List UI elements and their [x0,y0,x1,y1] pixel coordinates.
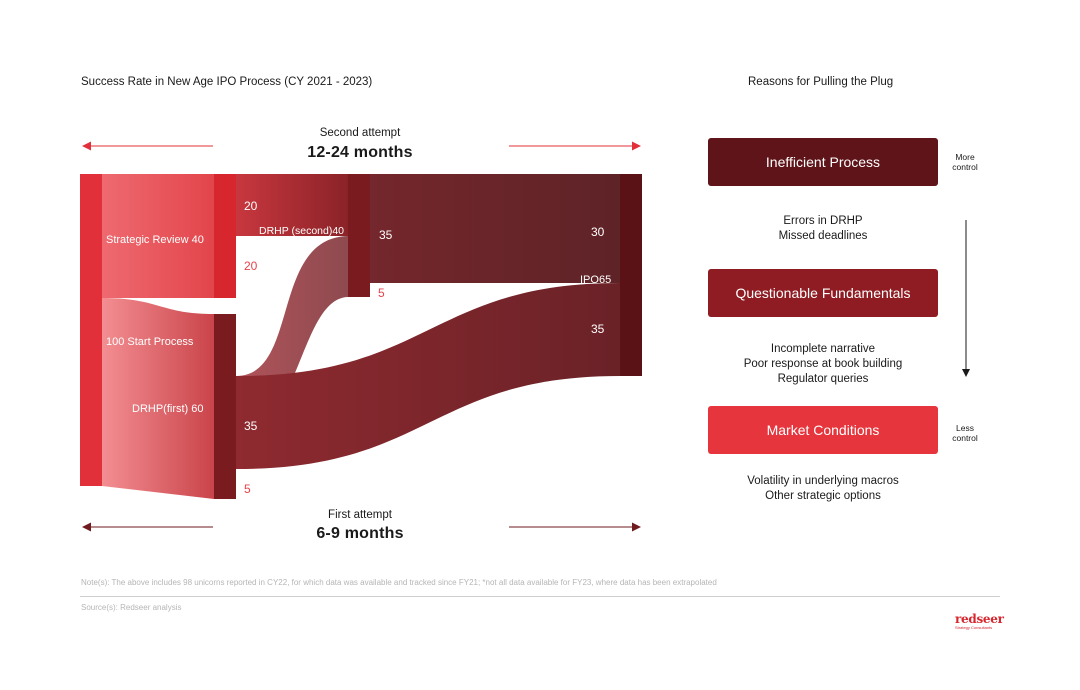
node-drhp1 [214,314,236,499]
node-ipo [620,174,642,376]
reason-sub-1 [708,214,938,244]
value-label: 30 [591,225,605,239]
node-strategic [214,174,236,298]
reason-questionable-fundamentals: Questionable Fundamentals [708,269,938,317]
logo-tagline: Strategy Consultants [955,625,993,630]
arrow-right-bottom-head [632,523,641,532]
reason-sub-3 [708,474,938,504]
value-label: 20 [244,199,258,213]
control-arrow [958,220,974,380]
chart-title: Success Rate in New Age IPO Process (CY 2021 - 2023) [81,76,373,88]
reasons-title: Reasons for Pulling the Plug [748,76,894,88]
value-label: 5 [378,286,385,300]
link-drhp2-ipo [370,174,620,283]
reason-sub-line: Poor response at book building [743,358,903,370]
node-label-drhp1: DRHP(first) 60 [132,403,204,415]
node-label-start: 100 Start Process [106,336,194,348]
footnote: Note(s): The above includes 98 unicorns reported in CY22, for which data was available and tracked since FY21; *not all data available for FY23, where data has been extrapolated [81,578,717,587]
less-control-line1: Less [956,423,974,433]
value-label: 35 [379,228,393,242]
more-control-line2: control [952,162,978,172]
footer-divider [80,596,1000,597]
value-label: 35 [244,419,258,433]
less-control-line2: control [952,433,978,443]
less-control-label [944,423,986,443]
value-label: 20 [244,334,258,348]
first-attempt-duration: 6-9 months [316,525,404,542]
redseer-logo [955,613,1015,630]
reason-sub-line: Other strategic options [765,490,881,502]
first-attempt-arrows [82,523,641,532]
node-label-drhp2: DRHP (second)40 [259,225,345,237]
logo-wordmark: redseer [955,612,1004,626]
reason-sub-line: Volatility in underlying macros [747,475,899,487]
node-label-strategic: Strategic Review 40 [106,234,204,246]
link-start-drhp1 [102,298,214,499]
node-drhp2 [348,174,370,297]
second-attempt-arrows [82,142,641,151]
source-note: Source(s): Redseer analysis [81,603,182,612]
more-control-label [944,152,986,172]
reason-inefficient-process: Inefficient Process [708,138,938,186]
reason-sub-line: Incomplete narrative [770,343,876,355]
reason-sub-line: Errors in DRHP [783,215,863,227]
first-attempt-label: First attempt [328,509,392,521]
value-label: 20 [244,259,258,273]
control-arrow-head [962,369,970,377]
second-attempt-label: Second attempt [319,127,401,139]
reason-sub-line: Regulator queries [777,373,869,385]
node-label-ipo: IPO65 [580,274,612,286]
arrow-left-bottom-head [82,523,91,532]
reason-market-conditions: Market Conditions [708,406,938,454]
value-label: 5 [244,482,251,496]
value-label: 35 [591,322,605,336]
arrow-right-top-head [632,142,641,151]
arrow-left-top-head [82,142,91,151]
node-start [80,174,102,486]
more-control-line1: More [955,152,975,162]
reason-sub-line: Missed deadlines [778,230,868,242]
second-attempt-duration: 12-24 months [307,144,413,161]
reason-sub-2 [708,342,938,387]
